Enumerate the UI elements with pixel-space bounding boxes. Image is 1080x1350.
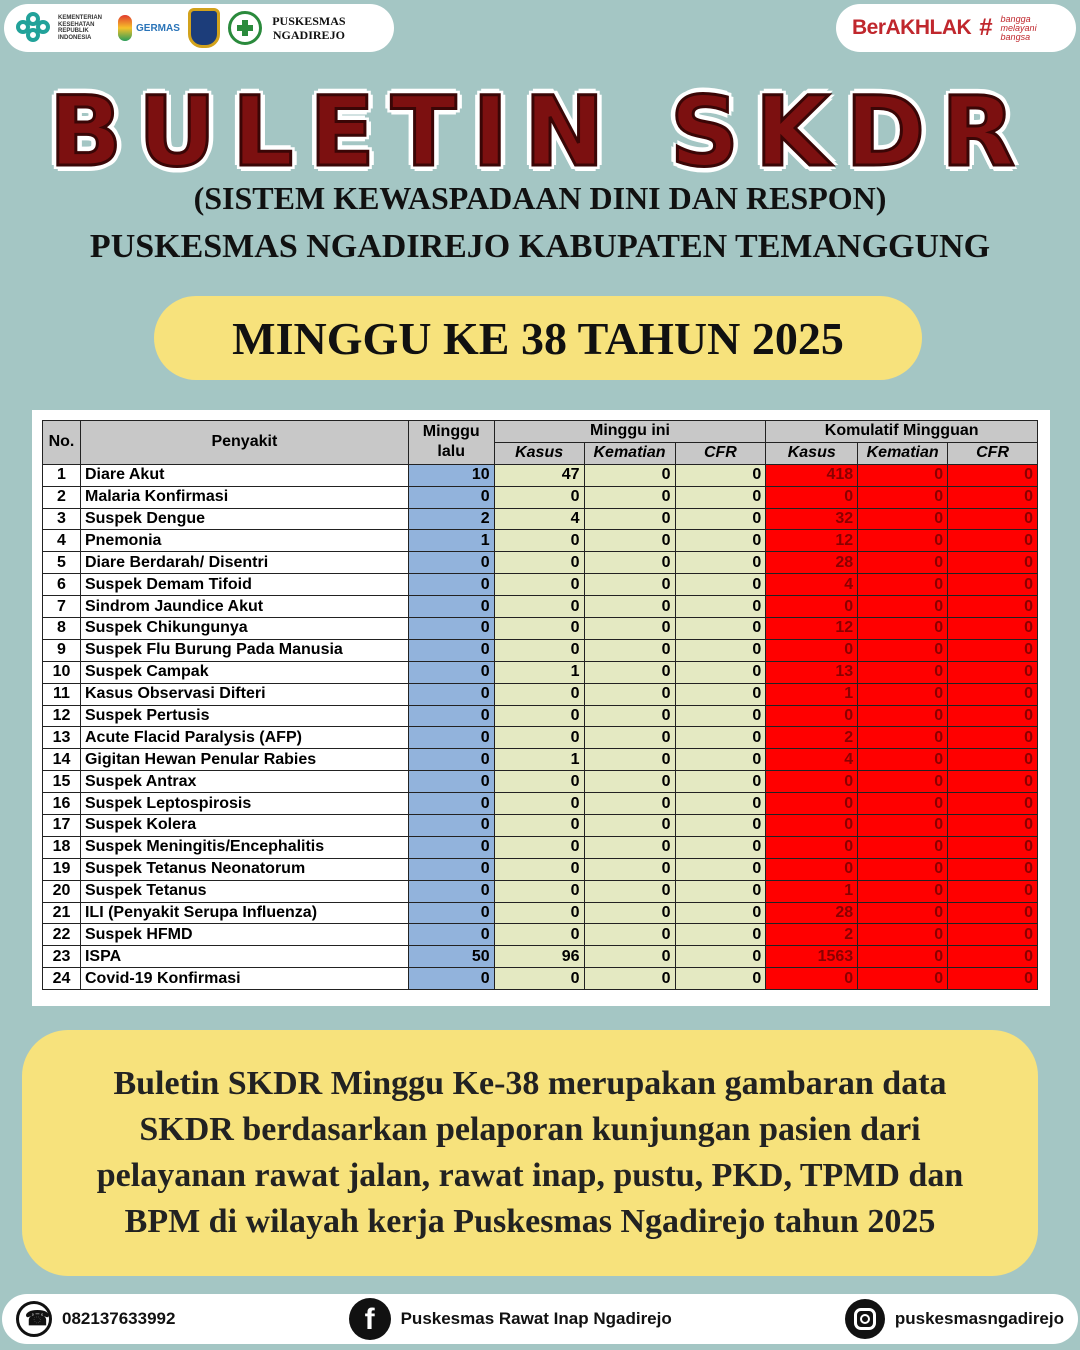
this-week-cases: 0 xyxy=(494,639,584,661)
cumulative-cfr: 0 xyxy=(948,946,1038,968)
this-week-cfr: 0 xyxy=(675,880,766,902)
germas-logo: GERMAS xyxy=(118,15,180,41)
cumulative-cases: 13 xyxy=(766,661,858,683)
cumulative-cases: 0 xyxy=(766,639,858,661)
this-week-cases: 0 xyxy=(494,596,584,618)
header-minggu-ini: Minggu ini xyxy=(494,421,766,443)
row-number: 20 xyxy=(43,880,81,902)
table-row xyxy=(43,639,1038,661)
cumulative-cfr: 0 xyxy=(948,793,1038,815)
row-number: 4 xyxy=(43,530,81,552)
cumulative-cases: 12 xyxy=(766,618,858,640)
this-week-cfr: 0 xyxy=(675,902,766,924)
cumulative-deaths: 0 xyxy=(858,574,948,596)
this-week-cfr: 0 xyxy=(675,749,766,771)
cumulative-deaths: 0 xyxy=(858,683,948,705)
this-week-cfr: 0 xyxy=(675,727,766,749)
this-week-deaths: 0 xyxy=(584,596,675,618)
table-row xyxy=(43,858,1038,880)
table-row xyxy=(43,596,1038,618)
this-week-deaths: 0 xyxy=(584,793,675,815)
germas-icon xyxy=(118,15,132,41)
cumulative-cfr: 0 xyxy=(948,639,1038,661)
last-week-cases: 0 xyxy=(408,552,494,574)
this-week-cases: 1 xyxy=(494,749,584,771)
last-week-cases: 0 xyxy=(408,749,494,771)
disease-name: Gigitan Hewan Penular Rabies xyxy=(80,749,408,771)
last-week-cases: 0 xyxy=(408,661,494,683)
disease-name: Diare Akut xyxy=(80,464,408,486)
last-week-cases: 0 xyxy=(408,793,494,815)
cumulative-cfr: 0 xyxy=(948,464,1038,486)
disease-name: Suspek Dengue xyxy=(80,508,408,530)
this-week-deaths: 0 xyxy=(584,749,675,771)
cumulative-cases: 0 xyxy=(766,836,858,858)
cumulative-deaths: 0 xyxy=(858,793,948,815)
disease-name: Suspek Leptospirosis xyxy=(80,793,408,815)
cumulative-cases: 12 xyxy=(766,530,858,552)
last-week-cases: 0 xyxy=(408,968,494,990)
table-row xyxy=(43,574,1038,596)
disease-name: Suspek Meningitis/Encephalitis xyxy=(80,836,408,858)
disease-name: Suspek Demam Tifoid xyxy=(80,574,408,596)
this-week-cfr: 0 xyxy=(675,946,766,968)
last-week-cases: 0 xyxy=(408,596,494,618)
header-no: No. xyxy=(43,421,81,465)
disease-name: ISPA xyxy=(80,946,408,968)
last-week-cases: 0 xyxy=(408,836,494,858)
this-week-cases: 4 xyxy=(494,508,584,530)
this-week-deaths: 0 xyxy=(584,661,675,683)
cumulative-cfr: 0 xyxy=(948,530,1038,552)
this-week-cfr: 0 xyxy=(675,596,766,618)
cumulative-deaths: 0 xyxy=(858,618,948,640)
this-week-cfr: 0 xyxy=(675,530,766,552)
subtitle-puskesmas: PUSKESMAS NGADIREJO KABUPATEN TEMANGGUNG xyxy=(89,228,991,265)
cumulative-deaths: 0 xyxy=(858,815,948,837)
cumulative-cfr: 0 xyxy=(948,924,1038,946)
cumulative-cases: 4 xyxy=(766,574,858,596)
this-week-deaths: 0 xyxy=(584,924,675,946)
cumulative-deaths: 0 xyxy=(858,946,948,968)
this-week-deaths: 0 xyxy=(584,836,675,858)
cumulative-cfr: 0 xyxy=(948,683,1038,705)
this-week-deaths: 0 xyxy=(584,574,675,596)
cumulative-deaths: 0 xyxy=(858,968,948,990)
table-row xyxy=(43,880,1038,902)
cumulative-cases: 0 xyxy=(766,968,858,990)
cumulative-cases: 0 xyxy=(766,793,858,815)
this-week-deaths: 0 xyxy=(584,880,675,902)
week-label: MINGGU KE 38 TAHUN 2025 xyxy=(154,296,922,380)
last-week-cases: 0 xyxy=(408,727,494,749)
this-week-cfr: 0 xyxy=(675,793,766,815)
table-row xyxy=(43,946,1038,968)
this-week-cases: 0 xyxy=(494,902,584,924)
phone-number: 082137633992 xyxy=(62,1309,176,1328)
puskesmas-cross-icon xyxy=(228,11,262,45)
this-week-deaths: 0 xyxy=(584,858,675,880)
this-week-cases: 0 xyxy=(494,924,584,946)
last-week-cases: 10 xyxy=(408,464,494,486)
this-week-cases: 0 xyxy=(494,771,584,793)
this-week-cases: 0 xyxy=(494,705,584,727)
cumulative-deaths: 0 xyxy=(858,596,948,618)
cumulative-deaths: 0 xyxy=(858,749,948,771)
this-week-cfr: 0 xyxy=(675,639,766,661)
last-week-cases: 0 xyxy=(408,705,494,727)
cumulative-cases: 1563 xyxy=(766,946,858,968)
cumulative-deaths: 0 xyxy=(858,727,948,749)
this-week-deaths: 0 xyxy=(584,508,675,530)
cumulative-cfr: 0 xyxy=(948,705,1038,727)
row-number: 21 xyxy=(43,902,81,924)
this-week-cfr: 0 xyxy=(675,858,766,880)
table-row xyxy=(43,815,1038,837)
this-week-cfr: 0 xyxy=(675,924,766,946)
this-week-deaths: 0 xyxy=(584,464,675,486)
table-row xyxy=(43,508,1038,530)
instagram-contact[interactable] xyxy=(845,1299,1064,1339)
cumulative-deaths: 0 xyxy=(858,464,948,486)
facebook-icon: f xyxy=(349,1298,391,1340)
disease-name: Suspek Campak xyxy=(80,661,408,683)
this-week-cases: 0 xyxy=(494,683,584,705)
cumulative-deaths: 0 xyxy=(858,486,948,508)
this-week-deaths: 0 xyxy=(584,727,675,749)
row-number: 8 xyxy=(43,618,81,640)
this-week-cases: 0 xyxy=(494,793,584,815)
cumulative-cases: 0 xyxy=(766,858,858,880)
partner-logos xyxy=(4,4,394,52)
disease-name: Suspek Flu Burung Pada Manusia xyxy=(80,639,408,661)
cumulative-cases: 0 xyxy=(766,815,858,837)
cumulative-cfr: 0 xyxy=(948,596,1038,618)
cumulative-deaths: 0 xyxy=(858,771,948,793)
row-number: 9 xyxy=(43,639,81,661)
row-number: 19 xyxy=(43,858,81,880)
cumulative-cases: 2 xyxy=(766,727,858,749)
skdr-table-card xyxy=(32,410,1050,1006)
cumulative-deaths: 0 xyxy=(858,552,948,574)
table-row xyxy=(43,836,1038,858)
table-row xyxy=(43,464,1038,486)
header-penyakit: Penyakit xyxy=(80,421,408,465)
disease-name: Suspek Antrax xyxy=(80,771,408,793)
table-row xyxy=(43,661,1038,683)
cumulative-cfr: 0 xyxy=(948,771,1038,793)
this-week-cases: 0 xyxy=(494,858,584,880)
page-title: BULETIN SKDR xyxy=(49,76,1031,188)
disease-name: Suspek Tetanus xyxy=(80,880,408,902)
this-week-deaths: 0 xyxy=(584,530,675,552)
facebook-contact[interactable] xyxy=(349,1298,672,1340)
header-kumulatif-kematian: Kematian xyxy=(858,442,948,464)
table-row xyxy=(43,705,1038,727)
this-week-deaths: 0 xyxy=(584,618,675,640)
table-row xyxy=(43,530,1038,552)
cumulative-cases: 2 xyxy=(766,924,858,946)
this-week-cfr: 0 xyxy=(675,486,766,508)
cumulative-cases: 1 xyxy=(766,683,858,705)
table-row xyxy=(43,902,1038,924)
disease-name: ILI (Penyakit Serupa Influenza) xyxy=(80,902,408,924)
cumulative-cfr: 0 xyxy=(948,618,1038,640)
this-week-cfr: 0 xyxy=(675,618,766,640)
cumulative-cfr: 0 xyxy=(948,727,1038,749)
this-week-cases: 0 xyxy=(494,618,584,640)
instagram-icon xyxy=(845,1299,885,1339)
cumulative-cfr: 0 xyxy=(948,508,1038,530)
last-week-cases: 1 xyxy=(408,530,494,552)
this-week-cases: 0 xyxy=(494,836,584,858)
cumulative-cases: 0 xyxy=(766,705,858,727)
row-number: 16 xyxy=(43,793,81,815)
table-row xyxy=(43,727,1038,749)
disease-name: Pnemonia xyxy=(80,530,408,552)
row-number: 3 xyxy=(43,508,81,530)
phone-contact[interactable] xyxy=(16,1301,175,1337)
cumulative-cfr: 0 xyxy=(948,486,1038,508)
this-week-cfr: 0 xyxy=(675,464,766,486)
cumulative-cfr: 0 xyxy=(948,902,1038,924)
puskesmas-logo-text: PUSKESMAS NGADIREJO xyxy=(272,14,346,42)
last-week-cases: 0 xyxy=(408,815,494,837)
disease-name: Suspek Kolera xyxy=(80,815,408,837)
cumulative-deaths: 0 xyxy=(858,858,948,880)
this-week-deaths: 0 xyxy=(584,552,675,574)
cumulative-deaths: 0 xyxy=(858,661,948,683)
kemenkes-icon xyxy=(14,10,54,46)
this-week-deaths: 0 xyxy=(584,705,675,727)
cumulative-deaths: 0 xyxy=(858,880,948,902)
table-row xyxy=(43,683,1038,705)
last-week-cases: 0 xyxy=(408,639,494,661)
cumulative-deaths: 0 xyxy=(858,836,948,858)
row-number: 6 xyxy=(43,574,81,596)
this-week-deaths: 0 xyxy=(584,815,675,837)
this-week-deaths: 0 xyxy=(584,771,675,793)
table-row xyxy=(43,749,1038,771)
disease-name: Acute Flacid Paralysis (AFP) xyxy=(80,727,408,749)
this-week-cfr: 0 xyxy=(675,552,766,574)
this-week-cases: 0 xyxy=(494,530,584,552)
subtitle-system: (SISTEM KEWASPADAAN DINI DAN RESPON) xyxy=(193,180,887,216)
cumulative-cfr: 0 xyxy=(948,552,1038,574)
row-number: 12 xyxy=(43,705,81,727)
last-week-cases: 0 xyxy=(408,486,494,508)
this-week-cases: 47 xyxy=(494,464,584,486)
this-week-cfr: 0 xyxy=(675,968,766,990)
this-week-cases: 96 xyxy=(494,946,584,968)
contact-footer xyxy=(2,1294,1078,1344)
last-week-cases: 50 xyxy=(408,946,494,968)
disease-name: Malaria Konfirmasi xyxy=(80,486,408,508)
table-row xyxy=(43,793,1038,815)
cumulative-cfr: 0 xyxy=(948,880,1038,902)
row-number: 13 xyxy=(43,727,81,749)
row-number: 11 xyxy=(43,683,81,705)
last-week-cases: 0 xyxy=(408,771,494,793)
this-week-cfr: 0 xyxy=(675,836,766,858)
cumulative-deaths: 0 xyxy=(858,924,948,946)
row-number: 5 xyxy=(43,552,81,574)
row-number: 1 xyxy=(43,464,81,486)
last-week-cases: 0 xyxy=(408,880,494,902)
row-number: 24 xyxy=(43,968,81,990)
disease-name: Sindrom Jaundice Akut xyxy=(80,596,408,618)
cumulative-cfr: 0 xyxy=(948,661,1038,683)
last-week-cases: 0 xyxy=(408,683,494,705)
disease-name: Suspek Chikungunya xyxy=(80,618,408,640)
header-kasus: Kasus xyxy=(494,442,584,464)
cumulative-cfr: 0 xyxy=(948,968,1038,990)
disease-name: Covid-19 Konfirmasi xyxy=(80,968,408,990)
cumulative-cfr: 0 xyxy=(948,574,1038,596)
this-week-cfr: 0 xyxy=(675,508,766,530)
this-week-deaths: 0 xyxy=(584,486,675,508)
this-week-cfr: 0 xyxy=(675,705,766,727)
cumulative-cfr: 0 xyxy=(948,815,1038,837)
this-week-cfr: 0 xyxy=(675,661,766,683)
header-cfr: CFR xyxy=(675,442,766,464)
header-kumulatif-kasus: Kasus xyxy=(766,442,858,464)
cumulative-cases: 0 xyxy=(766,596,858,618)
last-week-cases: 2 xyxy=(408,508,494,530)
last-week-cases: 0 xyxy=(408,574,494,596)
row-number: 23 xyxy=(43,946,81,968)
cumulative-deaths: 0 xyxy=(858,530,948,552)
row-number: 14 xyxy=(43,749,81,771)
cumulative-cases: 0 xyxy=(766,486,858,508)
disease-name: Diare Berdarah/ Disentri xyxy=(80,552,408,574)
this-week-cases: 0 xyxy=(494,574,584,596)
this-week-cases: 0 xyxy=(494,727,584,749)
this-week-cases: 0 xyxy=(494,486,584,508)
row-number: 2 xyxy=(43,486,81,508)
table-row xyxy=(43,924,1038,946)
cumulative-cases: 418 xyxy=(766,464,858,486)
row-number: 17 xyxy=(43,815,81,837)
table-row xyxy=(43,771,1038,793)
table-row xyxy=(43,552,1038,574)
puskesmas-logo xyxy=(228,11,352,45)
cumulative-cases: 1 xyxy=(766,880,858,902)
temanggung-crest-icon xyxy=(188,8,220,48)
header-kumulatif-cfr: CFR xyxy=(948,442,1038,464)
facebook-name: Puskesmas Rawat Inap Ngadirejo xyxy=(400,1309,672,1328)
this-week-cases: 1 xyxy=(494,661,584,683)
row-number: 18 xyxy=(43,836,81,858)
cumulative-deaths: 0 xyxy=(858,508,948,530)
description-box: Buletin SKDR Minggu Ke-38 merupakan gambaran data SKDR berdasarkan pelaporan kunjungan pasien dari pelayanan rawat jalan, rawat inap, pustu, PKD, TPMD dan BPM di wilayah kerja Puskesmas Ngadirejo tahun 2025 xyxy=(22,1030,1038,1276)
this-week-deaths: 0 xyxy=(584,902,675,924)
kemenkes-logo: KEMENTERIAN KESEHATAN REPUBLIK INDONESIA xyxy=(14,10,110,46)
cumulative-deaths: 0 xyxy=(858,705,948,727)
cumulative-cases: 28 xyxy=(766,552,858,574)
last-week-cases: 0 xyxy=(408,618,494,640)
row-number: 7 xyxy=(43,596,81,618)
last-week-cases: 0 xyxy=(408,858,494,880)
this-week-cfr: 0 xyxy=(675,574,766,596)
cumulative-cfr: 0 xyxy=(948,836,1038,858)
this-week-cases: 0 xyxy=(494,968,584,990)
this-week-deaths: 0 xyxy=(584,639,675,661)
row-number: 10 xyxy=(43,661,81,683)
cumulative-cases: 4 xyxy=(766,749,858,771)
this-week-cfr: 0 xyxy=(675,771,766,793)
row-number: 15 xyxy=(43,771,81,793)
berakhlak-logo: BerAKHLAK # bangga melayani bangsa xyxy=(836,4,1076,52)
header-kematian: Kematian xyxy=(584,442,675,464)
row-number: 22 xyxy=(43,924,81,946)
cumulative-cfr: 0 xyxy=(948,858,1038,880)
last-week-cases: 0 xyxy=(408,902,494,924)
skdr-table xyxy=(42,420,1038,990)
this-week-deaths: 0 xyxy=(584,946,675,968)
header-minggu-lalu: Minggu lalu xyxy=(408,421,494,465)
this-week-cases: 0 xyxy=(494,880,584,902)
disease-name: Suspek Pertusis xyxy=(80,705,408,727)
cumulative-cfr: 0 xyxy=(948,749,1038,771)
whatsapp-icon xyxy=(16,1301,52,1337)
cumulative-cases: 28 xyxy=(766,902,858,924)
cumulative-cases: 0 xyxy=(766,771,858,793)
cumulative-deaths: 0 xyxy=(858,902,948,924)
this-week-cfr: 0 xyxy=(675,683,766,705)
this-week-deaths: 0 xyxy=(584,683,675,705)
this-week-cfr: 0 xyxy=(675,815,766,837)
disease-name: Kasus Observasi Difteri xyxy=(80,683,408,705)
last-week-cases: 0 xyxy=(408,924,494,946)
disease-name: Suspek Tetanus Neonatorum xyxy=(80,858,408,880)
cumulative-deaths: 0 xyxy=(858,639,948,661)
table-row xyxy=(43,486,1038,508)
table-row xyxy=(43,618,1038,640)
table-row xyxy=(43,968,1038,990)
this-week-deaths: 0 xyxy=(584,968,675,990)
this-week-cases: 0 xyxy=(494,552,584,574)
header-kumulatif: Komulatif Mingguan xyxy=(766,421,1038,443)
hashtag-icon: # xyxy=(979,14,993,41)
instagram-handle: puskesmasngadirejo xyxy=(894,1309,1064,1328)
this-week-cases: 0 xyxy=(494,815,584,837)
disease-name: Suspek HFMD xyxy=(80,924,408,946)
cumulative-cases: 32 xyxy=(766,508,858,530)
